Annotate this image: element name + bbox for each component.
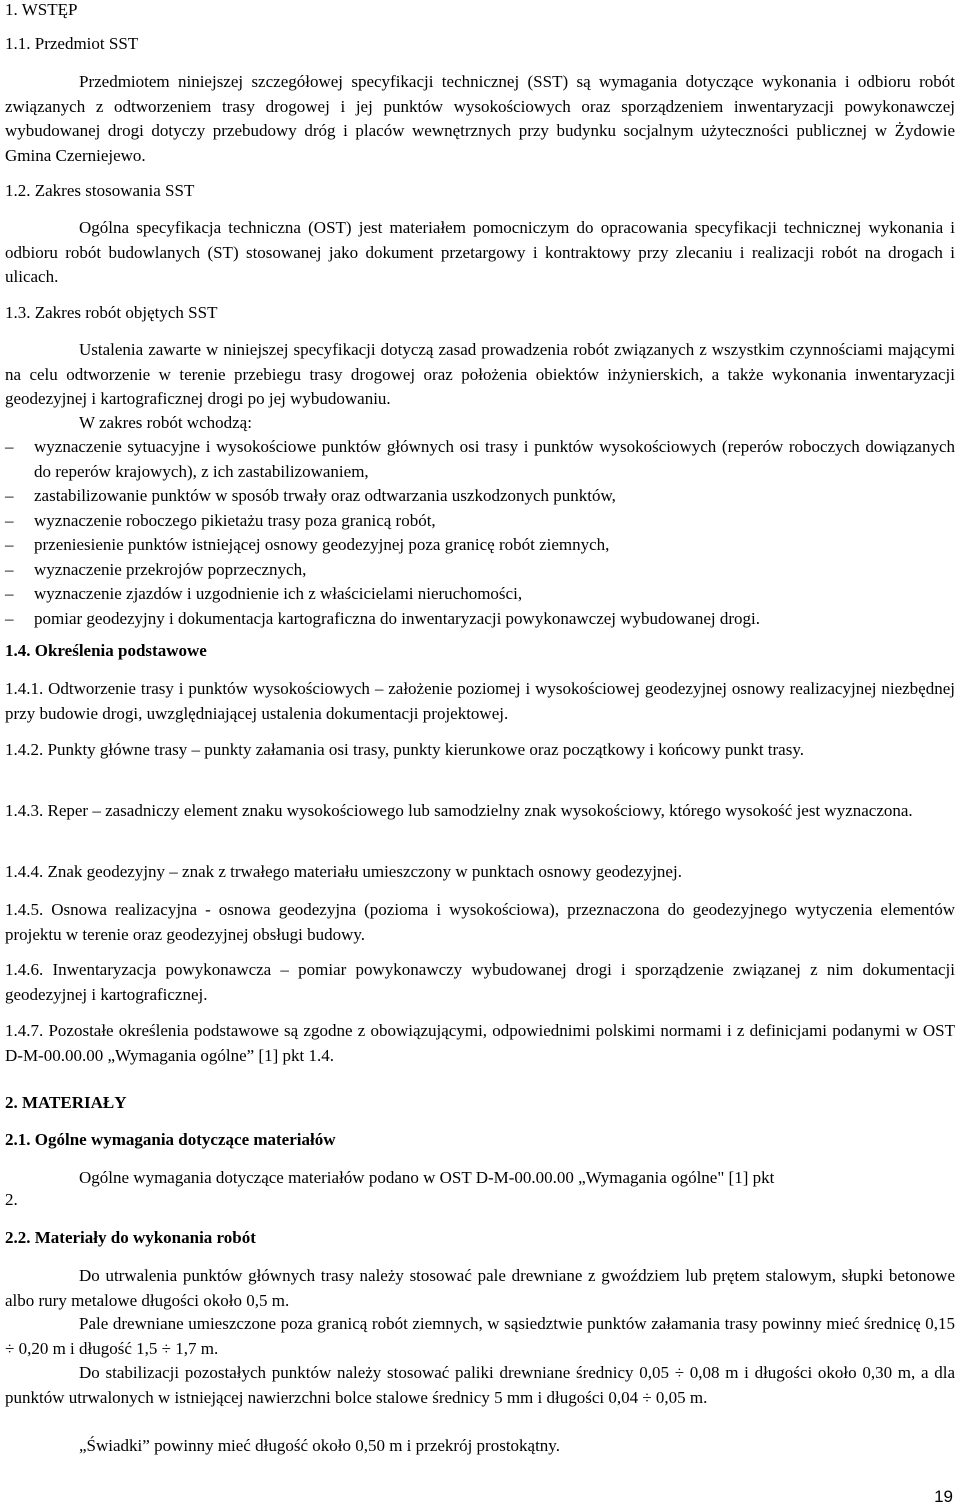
section-1-4-title: 1.4. Określenia podstawowe [5, 641, 207, 660]
list-item: – wyznaczenie roboczego pikietażu trasy poza granicą robót, [5, 509, 955, 534]
section-2-2-para-3: Do stabilizacji pozostałych punktów należy stosować paliki drewniane średnicy 0,05 ÷ 0,08 m i długości około 0,30 m, a dla punktów utrwalonych w istniejącej nawierzchni bolce stalowe średnicy 5 mm i długości 0,04 ÷ 0,05 m. [5, 1363, 955, 1407]
section-1-3-text: Ustalenia zawarte w niniejszej specyfikacji dotyczą zasad prowadzenia robót związanych z wszystkim czynnościami mającymi na celu odtworzenie w terenie przebiegu trasy drogowej oraz położenia obiektów inżynierskich, a także wykonania inwentaryzacji geodezyjnej i kartograficznej drogi po jej wybudowaniu. [5, 340, 955, 408]
section-1-4-heading [5, 641, 207, 661]
list-item: – wyznaczenie przekrojów poprzecznych, [5, 558, 955, 583]
scope-list [5, 435, 955, 631]
list-item: – wyznaczenie sytuacyjne i wysokościowe punktów głównych osi trasy i punktów wysokościowych (reperów roboczych dowiązanych do reperów krajowych), z ich zastabilizowaniem, [5, 437, 955, 481]
list-dash: – [5, 559, 14, 579]
section-2-1-heading: 2.1. Ogólne wymagania dotyczące materiałów [5, 1130, 336, 1149]
definition-1-4-1: 1.4.1. Odtworzenie trasy i punktów wysokościowych – założenie poziomej i wysokościowej geodezyjnej osnowy realizacyjnej niezbędnej przy budowie drogi, uwzględniającej ustalenia dokumentacji projektowej. [5, 679, 955, 723]
page-number: 19 [934, 1487, 953, 1506]
section-1-1-text: Przedmiotem niniejszej szczegółowej specyfikacji technicznej (SST) są wymagania dotyczące wykonania i odbioru robót związanych z odtworzeniem trasy drogowej i jej punktów wysokościowych oraz sporządzeniem inwentaryzacji powykonawczej wybudowanej drogi dotyczy przebudowy dróg i placów wewnętrznych przy budynku socjalnym użyteczności publicznej w Żydowie Gmina Czerniejewo. [5, 72, 955, 165]
section-2-1-text: Ogólne wymagania dotyczące materiałów podano w OST D-M-00.00.00 „Wymagania ogólne" [1] pkt [79, 1168, 775, 1187]
list-item: – przeniesienie punktów istniejącej osnowy geodezyjnej poza granicę robót ziemnych, [5, 533, 955, 558]
list-dash: – [5, 510, 14, 530]
section-1-1-heading: 1.1. Przedmiot SST [5, 34, 139, 53]
list-item: – zastabilizowanie punktów w sposób trwały oraz odtwarzania uszkodzonych punktów, [5, 484, 955, 509]
section-1-3-intro: W zakres robót wchodzą: [79, 413, 252, 432]
definition-1-4-6: 1.4.6. Inwentaryzacja powykonawcza – pomiar powykonawczy wybudowanej drogi i sporządzenie związanej z nim dokumentacji geodezyjnej i kartograficznej. [5, 960, 956, 1004]
list-dash: – [5, 486, 14, 505]
definition-1-4-4: 1.4.4. Znak geodezyjny – znak z trwałego materiału umieszczony w punktach osnowy geodezyjnej. [5, 862, 682, 881]
section-1-2-heading [5, 181, 194, 201]
section-2-1-tail: 2. [5, 1190, 18, 1209]
section-1-2-title: 1.2. Zakres stosowania SST [5, 181, 195, 200]
list-dash: – [5, 437, 14, 456]
list-dash: – [5, 608, 14, 628]
section-1-2-text: Ogólna specyfikacja techniczna (OST) jest materiałem pomocniczym do opracowania specyfikacji technicznej wykonania i odbioru robót budowlanych (ST) stosowanej jako dokument przetargowy i kontraktowy przy zlecaniu i realizacji robót na drogach i ulicach. [5, 218, 955, 286]
list-dash: – [5, 584, 14, 603]
definition-1-4-2: 1.4.2. Punkty główne trasy – punkty załamania osi trasy, punkty kierunkowe oraz początkowy i końcowy punkt trasy. [5, 740, 804, 759]
definition-1-4-7: 1.4.7. Pozostałe określenia podstawowe są zgodne z obowiązującymi, odpowiednimi polskimi normami i z definicjami podanymi w OST D-M-00.00.00 „Wymagania ogólne” [1] pkt 1.4. [5, 1021, 956, 1065]
section-1-3-heading: 1.3. Zakres robót objętych SST [5, 303, 218, 322]
section-2-2-heading: 2.2. Materiały do wykonania robót [5, 1228, 256, 1247]
list-item: – pomiar geodezyjny i dokumentacja kartograficzna do inwentaryzacji powykonawczej wybudowanej drogi. [5, 607, 955, 632]
section-2-2-para-2: Pale drewniane umieszczone poza granicą robót ziemnych, w sąsiedztwie punktów załamania trasy powinny mieć średnicę 0,15 ÷ 0,20 m i długość 1,5 ÷ 1,7 m. [5, 1314, 955, 1358]
section-2-2-para-4: „Świadki” powinny mieć długość około 0,50 m i przekrój prostokątny. [79, 1436, 560, 1455]
definition-1-4-3: 1.4.3. Reper – zasadniczy element znaku wysokościowego lub samodzielny znak wysokościowy, którego wysokość jest wyznaczona. [5, 801, 913, 820]
list-item: – wyznaczenie zjazdów i uzgodnienie ich z właścicielami nieruchomości, [5, 582, 955, 607]
section-1-heading: 1. WSTĘP [5, 0, 78, 19]
section-2-heading: 2. MATERIAŁY [5, 1093, 127, 1112]
section-2-2-para-1: Do utrwalenia punktów głównych trasy należy stosować pale drewniane z gwoździem lub prętem stalowym, słupki betonowe albo rury metalowe długości około 0,5 m. [5, 1266, 955, 1310]
definition-1-4-5: 1.4.5. Osnowa realizacyjna - osnowa geodezyjna (pozioma i wysokościowa), przeznaczona do geodezyjnego wytyczenia elementów projektu w terenie oraz geodezyjnej obsługi budowy. [5, 900, 956, 944]
list-dash: – [5, 535, 14, 554]
